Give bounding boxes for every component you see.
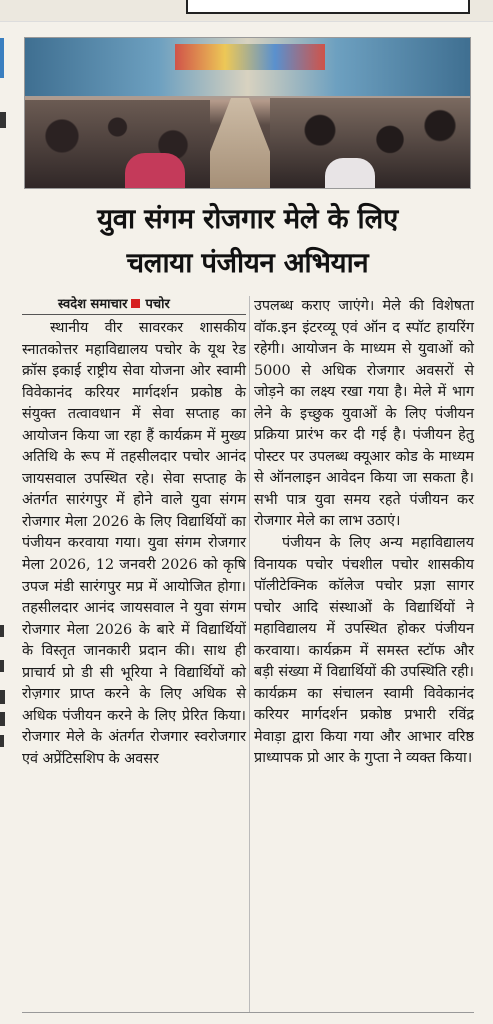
- byline-source: स्वदेश समाचार: [58, 297, 128, 312]
- dateline-box: [186, 0, 470, 14]
- byline-divider: [22, 314, 246, 315]
- article-paragraph: पंजीयन के लिए अन्य महाविद्यालय विनायक पचोर पंचशील पचोर शासकीय पॉलीटेक्निक कॉलेज पचोर प्रज्ञा सागर पचोर आदि संस्थाओं के विद्यार्थियों ने महाविद्यालय में उपस्थित होकर पंजीयन करवाया। कार्यक्रम में समस्त स्टॉफ और बड़ी संख्या में विद्यार्थियों की उपस्थिति रही। कार्यक्रम का संचालन स्वामी विवेकानंद करियर मार्गदर्शन प्रकोष्ठ प्रभारी रविंद्र मेवाड़ा द्वारा किया गया और आभार वरिष्ठ प्राध्यापक प्रो आर के गुप्ता ने व्यक्त किया।: [254, 535, 474, 767]
- photo-student: [125, 153, 185, 189]
- left-page-edge: [0, 0, 12, 1024]
- bottom-divider: [22, 1012, 474, 1013]
- edge-text-fragment: [0, 690, 5, 704]
- event-photo: [24, 37, 471, 189]
- edge-text-fragment: [0, 660, 4, 672]
- byline: [58, 296, 170, 314]
- headline-line-1: युवा संगम रोजगार मेले के लिए: [97, 203, 398, 235]
- article-column-right: [254, 296, 474, 770]
- top-strip: [0, 0, 493, 22]
- column-divider: [249, 296, 250, 1012]
- red-square-icon: [131, 299, 140, 308]
- article-column-left: [22, 318, 246, 770]
- byline-location: पचोर: [145, 297, 170, 312]
- headline-line-2: चलाया पंजीयन अभियान: [126, 247, 369, 279]
- edge-text-fragment: [0, 625, 4, 637]
- article-paragraph: उपलब्ध कराए जाएंगे। मेले की विशेषता वॉक.इन इंटरव्यू एवं ऑन द स्पॉट हायरिंग रहेगी। आयोजन के माध्यम से युवाओं को 5000 से अधिक रोजगार अवसरों से जोड़ने का लक्ष्य रखा गया है। मेले में भाग लेने के इच्छुक युवाओं के लिए पंजीयन प्रक्रिया प्रारंभ कर दी गई है। पंजीयन हेतु पोस्टर पर उपलब्ध क्यूआर कोड के माध्यम से ऑनलाइन आवेदन किया जा सकता है। सभी पात्र युवा समय रहते पंजीयन कर रोजगार मेले का लाभ उठाएं।: [254, 298, 474, 530]
- photo-stage-banner: [175, 44, 325, 70]
- photo-student: [325, 158, 375, 189]
- article-paragraph: स्थानीय वीर सावरकर शासकीय स्नातकोत्तर महाविद्यालय पचोर के यूथ रेड क्रॉस इकाई राष्ट्रीय सेवा योजना ओर स्वामी विवेकानंद करियर मार्गदर्शन प्रकोष्ठ के संयुक्त तत्वावधान में सेवा सप्ताह का आयोजन किया जा रहा हैं कार्यक्रम में मुख्य अतिथि के रूप में तहसीलदार पचोर आनंद जायसवाल उपस्थित रहे। सेवा सप्ताह के अंतर्गत सारंगपुर में होने वाले युवा संगम रोजगार मेला 2026 के लिए विद्यार्थियों का पंजीयन करवाया गया। युवा संगम रोजगार मेला 2026, 12 जनवरी 2026 को कृषि उपज मंडी सारंगपुर मप्र में आयोजित होगा। तहसीलदार आनंद जायसवाल ने युवा संगम रोजगार मेला 2026 के बारे में विद्यार्थियों के विस्तृत जानकारी प्रदान की। साथ ही प्राचार्य प्रो डी सी भूरिया ने विद्यार्थियों को रोज़गार प्राप्त करने के लिए अधिक से अधिक पंजीयन करने के लिए प्रेरित किया। रोजगार मेले के अंतर्गत रोजगार स्वरोजगार एवं अप्रेंटिसशिप के अवसर: [22, 320, 246, 767]
- edge-color-bar: [0, 38, 4, 78]
- edge-text-fragment: [0, 112, 6, 128]
- edge-text-fragment: [0, 735, 4, 747]
- headline: [24, 197, 471, 285]
- edge-text-fragment: [0, 712, 5, 726]
